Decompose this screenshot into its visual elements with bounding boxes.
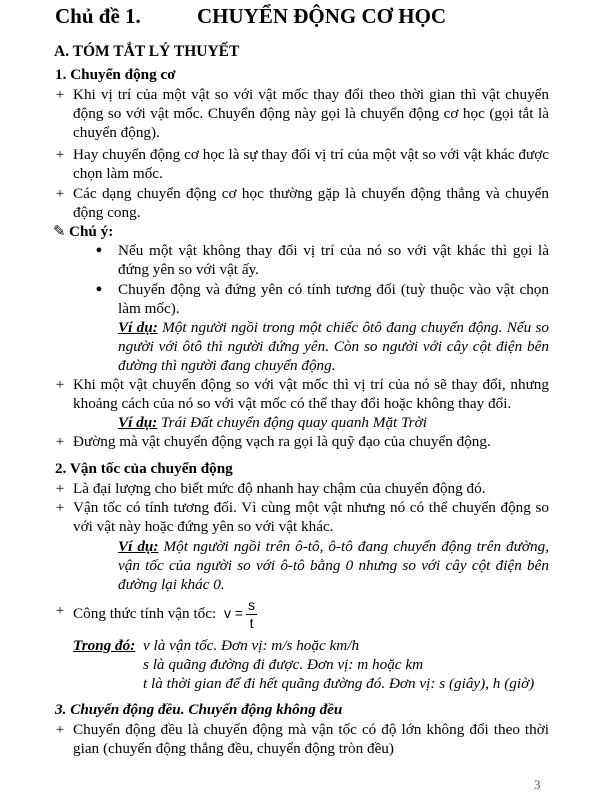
plus-bullet-icon: +: [55, 721, 65, 738]
formula-numerator: s: [248, 597, 256, 613]
example-label: Ví dụ:: [118, 414, 158, 431]
section-3-title: 3. Chuyển động đều. Chuyển động không đều: [55, 701, 343, 718]
formula-denominator: t: [249, 615, 254, 631]
example-block: [118, 537, 549, 594]
example-text: Trái Đất chuyển động quay quanh Mặt Trời: [157, 414, 427, 431]
example-label: Ví dụ:: [118, 319, 158, 336]
plus-bullet-icon: +: [55, 433, 65, 450]
where-text: v là vận tốc. Đơn vị: m/s hoặc km/h: [143, 637, 360, 654]
plus-bullet-icon: +: [55, 499, 65, 516]
chapter-title: CHUYỂN ĐỘNG CƠ HỌC: [197, 4, 447, 28]
paragraph: Khi một vật chuyển động so với vật mốc thì vị trí của nó sẽ thay đổi, nhưng khoảng cách của nó so với vật mốc có thể thay đổi hoặc không thay đổi.: [73, 376, 549, 412]
paragraph: Là đại lượng cho biết mức độ nhanh hay chậm của chuyển động đó.: [73, 480, 486, 497]
paragraph: Nếu một vật không thay đổi vị trí của nó so với vật khác thì gọi là đứng yên so với vật ấy.: [118, 242, 549, 278]
formula-fraction: [246, 597, 257, 632]
paragraph: Khi vị trí của một vật so với vật mốc thay đổi theo thời gian thì vật chuyển động so với vật mốc. Chuyển động này gọi là chuyển động cơ học (gọi tắt là chuyển động).: [73, 86, 549, 141]
paragraph: Hay chuyển động cơ học là sự thay đổi vị trí của một vật so với vật khác được chọn làm mốc.: [73, 146, 549, 182]
pencil-icon: ✎: [53, 223, 66, 240]
example-label: Ví dụ:: [118, 538, 159, 555]
where-line: s là quãng đường đi được. Đơn vị: m hoặc km: [143, 656, 424, 673]
paragraph: Đường mà vật chuyển động vạch ra gọi là quỹ đạo của chuyển động.: [73, 433, 491, 450]
section-2-title: 2. Vận tốc của chuyển động: [55, 460, 233, 477]
dot-bullet-icon: ●: [95, 244, 103, 256]
plus-bullet-icon: +: [55, 602, 65, 619]
paragraph: Chuyển động đều là chuyển động mà vận tốc có độ lớn không đổi theo thời gian (chuyển động thẳng đều, chuyển động tròn đều): [73, 721, 549, 757]
plus-bullet-icon: +: [55, 480, 65, 497]
paragraph: Vận tốc có tính tương đối. Vì cùng một vật nhưng nó có thể chuyển động so với vật này hoặc đứng yên so với vật khác.: [73, 499, 549, 535]
plus-bullet-icon: +: [55, 86, 65, 103]
example-text: Một người ngồi trên ô-tô, ô-tô đang chuyển động trên đường, vận tốc của người so với ô-tô bằng 0 nhưng so với cây cột điện bên đường lại khác 0.: [118, 538, 550, 593]
example-text: Một người ngồi trong một chiếc ôtô đang chuyển động. Nếu so người với ôtô thì người đứng yên. Còn so người với cây cột điện bên đường thì người đang chuyển động.: [118, 319, 549, 374]
paragraph: Các dạng chuyển động cơ học thường gặp là chuyển động thẳng và chuyển động cong.: [73, 185, 549, 221]
section-1-title: 1. Chuyển động cơ: [55, 66, 176, 83]
note-heading: [53, 222, 113, 241]
plus-bullet-icon: +: [55, 376, 65, 393]
formula-caption: Công thức tính vận tốc:: [73, 604, 217, 622]
page-number: 3: [534, 777, 541, 792]
example-block: [118, 413, 549, 432]
example-block: [118, 318, 549, 375]
chapter-number: Chủ đề 1.: [55, 4, 141, 28]
paragraph: Chuyển động và đứng yên có tính tương đối (tuỳ thuộc vào vật chọn làm mốc).: [118, 281, 549, 317]
where-line: t là thời gian để đi hết quãng đường đó. Đơn vị: s (giây), h (giờ): [143, 675, 535, 692]
note-label: Chú ý:: [69, 223, 114, 240]
where-label: Trong đó:: [73, 637, 136, 654]
formula-lhs: v =: [224, 604, 244, 621]
velocity-formula: [73, 597, 257, 632]
plus-bullet-icon: +: [55, 185, 65, 202]
chapter-heading: [55, 2, 446, 30]
plus-bullet-icon: +: [55, 146, 65, 163]
section-a-heading: A. TÓM TẮT LÝ THUYẾT: [54, 43, 240, 60]
where-line: [73, 636, 359, 655]
dot-bullet-icon: ●: [95, 283, 103, 295]
